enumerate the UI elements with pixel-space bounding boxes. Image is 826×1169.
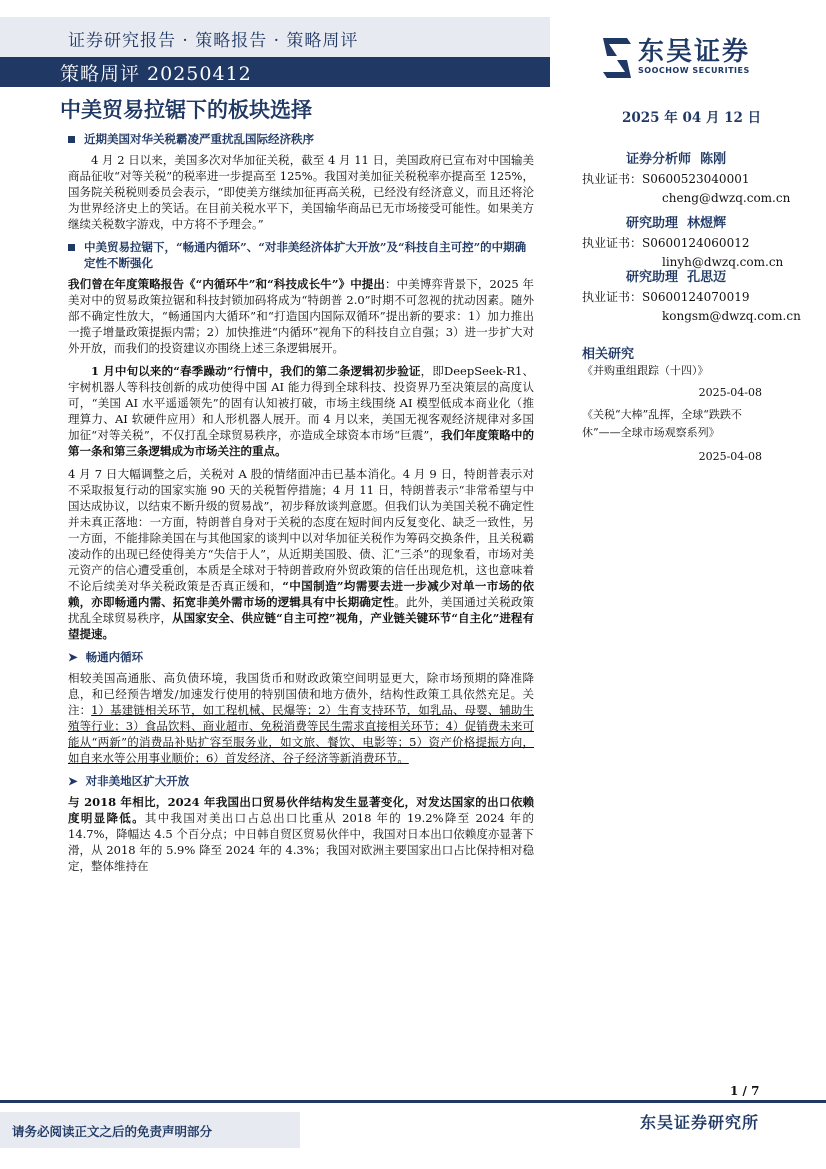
bold-emphasis: “中国制造”均需要去进一步减少对单一市场的依赖，亦即畅通内需、拓宽非美外需市场的逻辑具有中长期确定性 (68, 579, 534, 609)
analyst-email[interactable]: cheng@dwzq.com.cn (662, 191, 791, 205)
page-title: 中美贸易拉锯下的板块选择 (60, 97, 312, 122)
report-type: 策略周评 20250412 (60, 63, 252, 85)
soochow-logo-icon (597, 30, 637, 86)
related-item-date: 2025-04-08 (698, 386, 762, 399)
related-item-date: 2025-04-08 (698, 450, 762, 463)
paragraph (68, 670, 534, 766)
section-heading-text: 中美贸易拉锯下，“畅通内循环”、“对非美经济体扩大开放”及“科技自主可控”的中期确定性不断强化 (84, 240, 527, 270)
analyst-role: 研究助理 林煜辉 (626, 216, 727, 231)
breadcrumb: 证券研究报告 · 策略报告 · 策略周评 (68, 31, 359, 51)
analyst-cert: 执业证书：S0600523040001 (582, 172, 750, 186)
bold-lead: 1 月中旬以来的“春季躁动”行情中，我们的第二条逻辑初步验证 (91, 364, 421, 378)
related-item-title[interactable]: 《并购重组跟踪（十四）》 (582, 364, 709, 377)
related-research-title: 相关研究 (582, 347, 635, 362)
paragraph-text: 4 月 7 日大幅调整之后，关税对 A 股的情绪面冲击已基本消化。4 月 9 日，特朗普表示对不采取报复行动的国家实施 90 天的关税暂停措施；4 月 11 日，特朗普表示“非常希望与中国达成协议，以结束不断升级的贸易战”，初步释放谈判意愿。但我们认为美国关税不确定性并未真正落地：一方面，特朗普自身对于关税的态度在短时间内反复变化、缺乏一致性，另一方面，不能排除美国在与其他国家的谈判中以对华加征关税作为筹码交换条件，且关税霸凌动作的出现已经使得美方“失信于人”，从近期美国股、债、汇“三杀”的现象看，市场对美元资产的信心遭受重创，本质是全球对于特朗普政府外贸政策的信任出现危机，这也意味着不论后续美对华关税政策是否真正缓和， (68, 467, 534, 593)
paragraph-text: ：中美博弈背景下，2025 年美对中的贸易政策拉锯和科技封锁加码将成为“特朗普 2.0”时期不可忽视的扰动因素。随外部不确定性放大，“畅通国内大循环”和“打造国内国际双循环”提出新的要求：1）加力推出一揽子增量政策提振内需；2）加快推进“内循环”视角下的科技自立自强；3）进一步扩大对外开放，而我们的投资建议亦围绕上述三条逻辑展开。 (68, 277, 534, 355)
bold-lead: 与 2018 年相比，2024 年我国出口贸易伙伴结构发生显著变化，对发达国家的出口依赖度明显降低。 (68, 795, 534, 825)
main-content (68, 131, 534, 881)
logo-name: 东吴证券 (638, 37, 751, 67)
square-bullet-icon (68, 136, 75, 143)
bold-lead: 我们曾在年度策略报告《“内循环牛”和“科技成长牛”》中提出 (68, 277, 386, 291)
arrow-bullet-icon: ➤ (68, 774, 78, 788)
paragraph: 4 月 2 日以来，美国多次对华加征关税，截至 4 月 11 日，美国政府已宣布对中国输美商品征收“对等关税”的税率进一步提高至 125%。我国对美加征关税税率亦提高至 125%，国务院关税税则委员会表示，“即使美方继续加征再高关税，已经没有经济意义，而且还将沦为世界经济史上的笑话。在目前关税水平下，美国输华商品已无市场接受可能性。如果美方继续关税数字游戏，中方将不予理会。” (68, 153, 534, 231)
section-heading (68, 131, 534, 147)
paragraph (68, 363, 534, 459)
subsection-heading (68, 649, 534, 665)
paragraph (68, 794, 534, 874)
bold-emphasis: 从国家安全、供应链“自主可控”视角，产业链关键环节“自主化”进程有望提速。 (68, 611, 534, 641)
analyst-email[interactable]: linyh@dwzq.com.cn (662, 255, 784, 269)
paragraph-text: 相较美国高通胀、高负债环境，我国货币和财政政策空间明显更大，除市场预期的降准降息，和已经预告增发/加速发行使用的特别国债和地方债外，结构性政策工具依然充足。关注： (68, 671, 534, 717)
analyst-cert: 执业证书：S0600124070019 (582, 290, 750, 304)
analyst-role: 研究助理 孔思迈 (626, 270, 727, 285)
section-heading (68, 239, 534, 271)
logo-english-name: SOOCHOW SECURITIES (638, 66, 750, 75)
analyst-cert: 执业证书：S0600124060012 (582, 236, 750, 250)
institute-name: 东吴证券研究所 (640, 1113, 760, 1132)
paragraph (68, 276, 534, 356)
analyst-role: 证券分析师 陈刚 (626, 152, 727, 167)
footer-divider (0, 1100, 826, 1103)
page-number: 1 / 7 (730, 1084, 760, 1098)
subsection-heading-text: 畅通内循环 (85, 650, 144, 664)
subsection-heading-text: 对非美地区扩大开放 (85, 774, 190, 788)
report-date: 2025 年 04 月 12 日 (622, 110, 762, 126)
bold-conclusion: 我们年度策略中的第一条和第三条逻辑成为市场关注的重点。 (68, 428, 534, 458)
paragraph-text: 。此外，美国通过关税政策扰乱全球贸易秩序， (68, 595, 535, 625)
related-item-title[interactable]: 《关税“大棒”乱挥，全球“跌跌不休”——全球市场观察系列》 (582, 408, 742, 439)
subsection-heading (68, 773, 534, 789)
paragraph-text: 其中我国对美出口占总出口比重从 2018 年的 19.2%降至 2024 年的 14.7%，降幅达 4.5 个百分点；中日韩自贸区贸易伙伴中，我国对日本出口依赖度亦显著下滑，从 2018 年的 5.9% 降至 2024 年的 4.3%；我国对欧洲主要国家出口占比保持相对稳定，整体维持在 (68, 811, 534, 873)
paragraph (68, 466, 534, 642)
section-heading-text: 近期美国对华关税霸凌严重扰乱国际经济秩序 (84, 132, 314, 146)
square-bullet-icon (68, 244, 75, 251)
arrow-bullet-icon: ➤ (68, 650, 78, 664)
underlined-list: 1）基建链相关环节，如工程机械、民爆等；2）生育支持环节，如乳品、母婴、辅助生殖等行业；3）食品饮料、商业超市、免税消费等民生需求直接相关环节；4）促销费未来可能从“两新”的消费品补贴扩容至服务业，如文旅、餐饮、电影等；5）资产价格提振方向，如自来水等公用事业顺价；6）首发经济、谷子经济等新消费环节。 (68, 703, 534, 765)
analyst-email[interactable]: kongsm@dwzq.com.cn (662, 309, 801, 323)
disclaimer-note: 请务必阅读正文之后的免责声明部分 (12, 1124, 213, 1139)
paragraph-text: ，即DeepSeek-R1、宇树机器人等科技创新的成功使得中国 AI 能力得到全球科技、投资界乃至决策层的高度认可，“美国 AI 水平遥遥领先”的固有认知被打破，市场主线围绕 AI 模型低成本商业化（推理算力、AI 软硬件应用）和人形机器人展开。而 4 月以来，美国无视客观经济规律对多国加征“对等关税”，不仅打乱全球贸易秩序，亦造成全球资本市场“巨震”， (68, 364, 535, 442)
